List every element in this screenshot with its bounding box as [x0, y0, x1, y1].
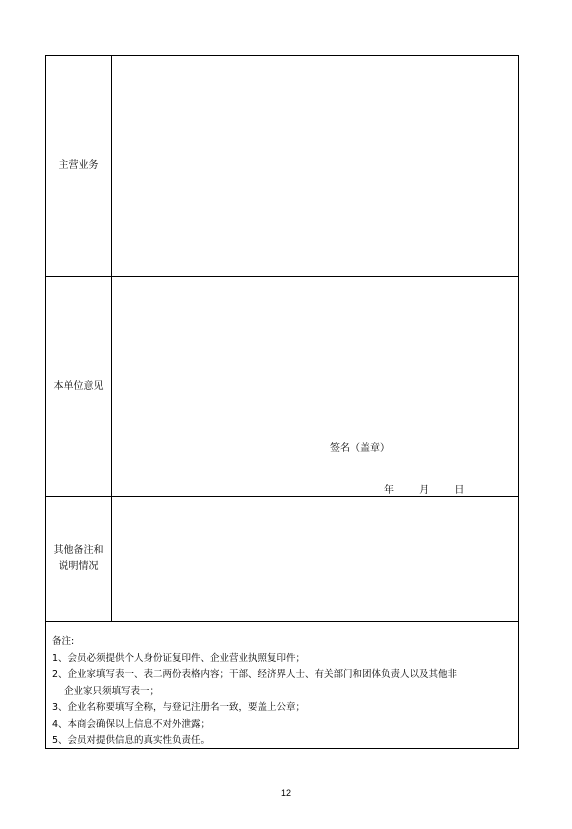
signature-seal-label: 签名（盖章） [330, 443, 390, 454]
note-item-4: 4、本商会确保以上信息不对外泄露； [52, 718, 211, 730]
date-day-label: 日 [454, 485, 465, 496]
note-item-1: 1、会员必须提供个人身份证复印件、企业营业执照复印件； [52, 652, 306, 664]
note-item-3: 3、企业名称要填写全称，与登记注册名一致，要盖上公章； [52, 702, 306, 713]
date-year-label: 年 [384, 485, 394, 496]
other-remarks-label-line2: 说明情况 [58, 561, 99, 572]
note-item-2-continued: 企业家只须填写表一； [64, 685, 160, 697]
main-business-row [46, 56, 518, 277]
unit-opinion-row [46, 277, 518, 497]
notes-title: 备注: [52, 636, 75, 647]
main-business-field[interactable] [112, 56, 518, 276]
date-line [384, 481, 486, 496]
unit-opinion-label: 本单位意见 [46, 277, 112, 496]
notes-block [52, 634, 514, 750]
note-item-2: 2、企业家填写表一、表二两份表格内容；干部、经济界人士、有关部门和团体负责人以及其他非 [52, 669, 458, 680]
notes-row [46, 622, 518, 748]
unit-opinion-field[interactable] [112, 277, 518, 496]
other-remarks-label [46, 497, 112, 621]
main-business-label: 主营业务 [46, 56, 112, 276]
note-item-5: 5、会员对提供信息的真实性负责任。 [52, 735, 211, 746]
date-month-label: 月 [419, 485, 430, 496]
other-remarks-label-line1: 其他备注和 [53, 545, 104, 556]
other-remarks-row [46, 497, 518, 622]
member-info-form [45, 55, 519, 749]
other-remarks-field[interactable] [112, 497, 518, 621]
page-number: 12 [280, 788, 291, 798]
